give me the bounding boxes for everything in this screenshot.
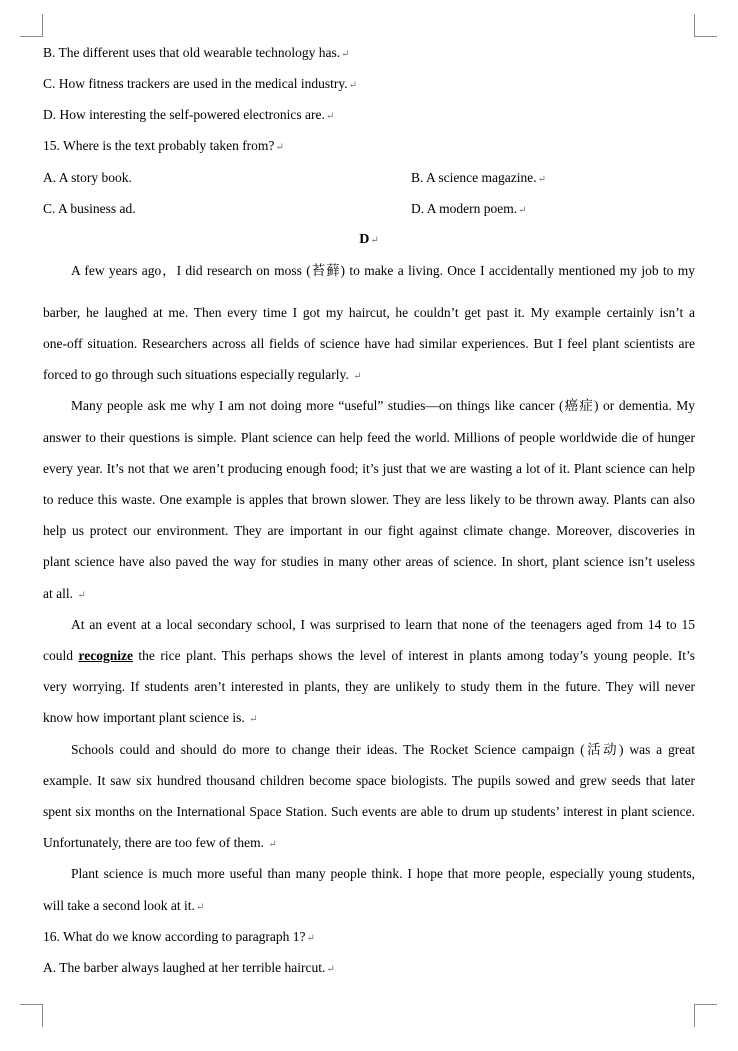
q15-option-a: A. A story book.: [43, 170, 132, 185]
paragraph-mark-icon: ↵: [249, 714, 258, 725]
q15-option-d: D. A modern poem.↵: [411, 201, 527, 216]
paragraph-mark-icon: ↵: [195, 902, 205, 913]
passage-p2-line-3: every year. It’s not that we aren’t producing enough food; it’s just that we are wasting a lot of it. Plant science can help: [43, 461, 695, 476]
passage-p4-line-3: spent six months on the International Space Station. Such events are able to drum up students’ interest in plant science.: [43, 804, 695, 819]
q15-options-row-2: [43, 199, 695, 219]
passage-p2-line-1: Many people ask me why I am not doing more “useful” studies—on things like cancer (癌症) or dementia. My: [71, 398, 695, 413]
section-title: D↵: [359, 232, 379, 247]
paragraph-mark-icon: ↵: [370, 235, 379, 246]
page-corner-mark-bottom-right: [694, 1004, 717, 1027]
paragraph-mark-icon: ↵: [326, 964, 335, 975]
passage-p3-line-3: very worrying. If students aren’t interested in plants, they are unlikely to study them in the future. They will never: [43, 679, 695, 694]
passage-p3-line-4: know how important plant science is. ↵: [43, 710, 258, 725]
passage-p3-line-1: At an event at a local secondary school, I was surprised to learn that none of the teenagers aged from 14 to 15: [71, 617, 695, 632]
passage-p4-line-2: example. It saw six hundred thousand children become space biologists. The pupils sowed and grew seeds that later: [43, 773, 695, 788]
paragraph-mark-icon: ↵: [275, 142, 284, 153]
q15-stem: 15. Where is the text probably taken from?↵: [43, 138, 284, 153]
q15-option-c: C. A business ad.: [43, 201, 136, 216]
passage-p1-line-4: forced to go through such situations especially regularly. ↵: [43, 367, 362, 382]
q14-option-c: C. How fitness trackers are used in the medical industry.↵: [43, 76, 358, 91]
passage-p4-line-1: Schools could and should do more to change their ideas. The Rocket Science campaign (活动) was a great: [71, 742, 695, 757]
page-corner-mark-top-left: [20, 14, 43, 37]
q14-option-b: B. The different uses that old wearable technology has.↵: [43, 45, 350, 60]
passage-p1-line-3: one-off situation. Researchers across all fields of science have had similar experiences. But I feel plant scientists are: [43, 336, 695, 351]
passage-p3-line-2: could recognize the rice plant. This perhaps shows the level of interest in plants among today’s young people. It’s: [43, 648, 695, 663]
passage-p1-line-1: A few years ago，I did research on moss (苔藓) to make a living. Once I accidentally mentioned my job to my: [71, 263, 695, 278]
paragraph-mark-icon: ↵: [268, 839, 277, 850]
paragraph-mark-icon: ↵: [341, 49, 350, 60]
passage-p2-line-6: plant science have also paved the way for studies in many other areas of science. In short, plant science isn’t useless: [43, 554, 695, 569]
paragraph-mark-icon: ↵: [306, 933, 315, 944]
passage-p2-line-4: to reduce this waste. One example is apples that brown slower. They are less likely to be thrown away. Plants can also: [43, 492, 695, 507]
paragraph-mark-icon: ↵: [353, 371, 362, 382]
paragraph-mark-icon: ↵: [348, 80, 358, 91]
passage-p2-line-5: help us protect our environment. They are important in our fight against climate change. Moreover, discoveries in: [43, 523, 695, 538]
page-corner-mark-top-right: [694, 14, 717, 37]
q14-option-d: D. How interesting the self-powered electronics are.↵: [43, 107, 335, 122]
paragraph-mark-icon: ↵: [518, 205, 527, 216]
q16-stem: 16. What do we know according to paragraph 1?↵: [43, 929, 315, 944]
q16-option-a: A. The barber always laughed at her terrible haircut.↵: [43, 960, 335, 975]
passage-p5-line-1: Plant science is much more useful than many people think. I hope that more people, especially young students,: [71, 866, 695, 881]
passage-p4-line-4: Unfortunately, there are too few of them. ↵: [43, 835, 277, 850]
passage-p5-line-2: will take a second look at it.↵: [43, 898, 205, 913]
passage-p2-line-7: at all. ↵: [43, 586, 86, 601]
page-corner-mark-bottom-left: [20, 1004, 43, 1027]
paragraph-mark-icon: ↵: [77, 590, 86, 601]
q15-options-row-1: [43, 168, 695, 188]
q15-option-b: B. A science magazine.↵: [411, 170, 546, 185]
underlined-vocabulary-word: recognize: [78, 648, 133, 663]
paragraph-mark-icon: ↵: [325, 111, 335, 122]
passage-p1-line-2: barber, he laughed at me. Then every time I got my haircut, he couldn’t get past it. My example certainly isn’t a: [43, 305, 695, 320]
passage-p2-line-2: answer to their questions is simple. Plant science can help feed the world. Millions of people worldwide die of hunger: [43, 430, 695, 445]
paragraph-mark-icon: ↵: [537, 174, 546, 185]
